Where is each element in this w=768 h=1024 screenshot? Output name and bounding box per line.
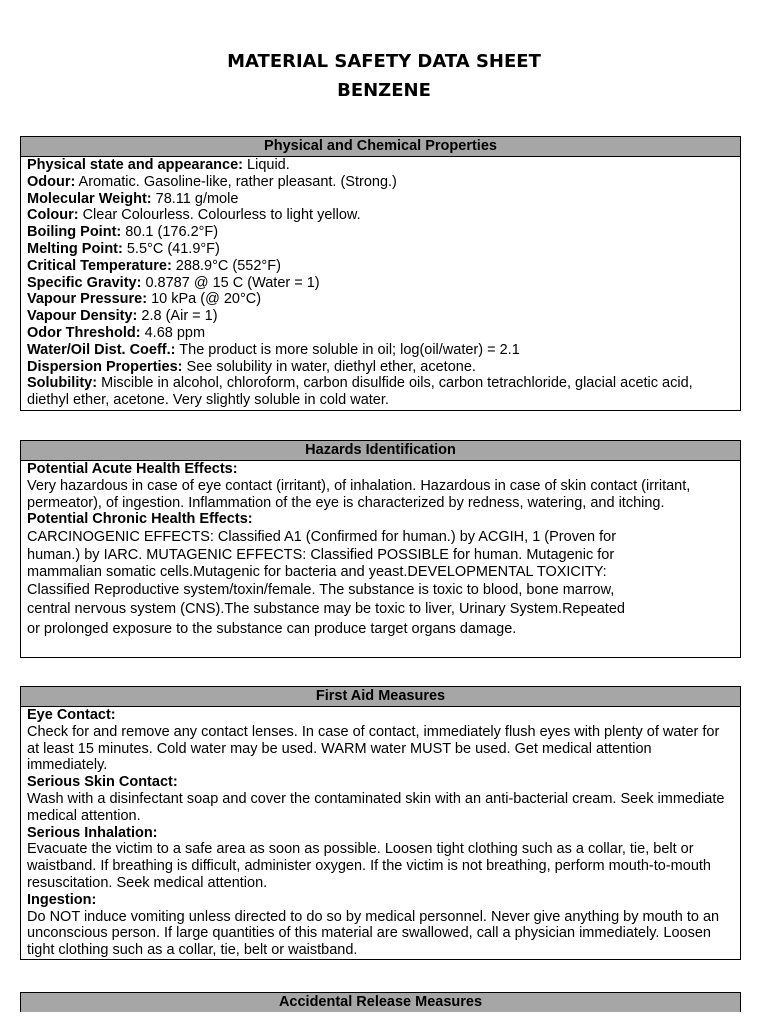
property-label: Boiling Point: bbox=[27, 224, 122, 241]
document-subtitle: BENZENE bbox=[337, 80, 431, 101]
property-value: The product is more soluble in oil; log(oil/water) = 2.1 bbox=[175, 341, 520, 358]
property-label: Colour: bbox=[27, 207, 79, 224]
section-heading: First Aid Measures bbox=[21, 687, 740, 707]
skin-contact-label: Serious Skin Contact: bbox=[27, 774, 178, 791]
property-value: 10 kPa (@ 20°C) bbox=[147, 291, 262, 308]
chronic-line: CARCINOGENIC EFFECTS: Classified A1 (Confirmed for human.) by ACGIH, 1 (Proven for bbox=[27, 529, 617, 546]
property-row bbox=[27, 359, 734, 376]
eye-contact-text: Check for and remove any contact lenses. In case of contact, immediately flush eyes with plenty of water for at least 15 minutes. Cold water may be used. WARM water MUST be used. Get medical attention immediately. bbox=[27, 723, 720, 774]
property-value: 288.9°C (552°F) bbox=[171, 257, 281, 274]
property-row bbox=[27, 174, 734, 191]
property-row bbox=[27, 258, 734, 275]
ingestion-text: Do NOT induce vomiting unless directed to do so by medical personnel. Never give anything by mouth to an unconscious person. If large quantities of this material are swallowed, call a physician immediately. Loosen tight clothing such as a collar, tie, belt or waistband. bbox=[27, 908, 720, 959]
section-body bbox=[21, 461, 740, 639]
property-label: Specific Gravity: bbox=[27, 274, 142, 291]
section-body bbox=[21, 707, 740, 959]
property-value: Clear Colourless. Colourless to light yellow. bbox=[78, 207, 361, 224]
property-label: Vapour Pressure: bbox=[27, 291, 148, 308]
acute-label: Potential Acute Health Effects: bbox=[27, 461, 238, 477]
property-label: Physical state and appearance: bbox=[27, 157, 243, 173]
property-label: Odour: bbox=[27, 173, 76, 190]
property-row bbox=[27, 241, 734, 258]
property-row bbox=[27, 375, 734, 409]
property-row bbox=[27, 275, 734, 292]
property-value: Aromatic. Gasoline-like, rather pleasant. (Strong.) bbox=[75, 173, 397, 190]
property-value: 2.8 (Air = 1) bbox=[137, 308, 218, 325]
property-label: Odor Threshold: bbox=[27, 324, 141, 341]
property-value: 5.5°C (41.9°F) bbox=[122, 240, 220, 257]
property-row bbox=[27, 291, 734, 308]
chronic-line: mammalian somatic cells.Mutagenic for bacteria and yeast.DEVELOPMENTAL TOXICITY: bbox=[27, 564, 607, 581]
section-heading: Hazards Identification bbox=[21, 441, 740, 461]
property-row bbox=[27, 308, 734, 325]
inhalation-label: Serious Inhalation: bbox=[27, 824, 158, 841]
property-value: 78.11 g/mole bbox=[151, 190, 239, 207]
property-value: See solubility in water, diethyl ether, acetone. bbox=[182, 358, 476, 375]
property-value: 80.1 (176.2°F) bbox=[121, 224, 219, 241]
property-row bbox=[27, 207, 734, 224]
inhalation-text: Evacuate the victim to a safe area as soon as possible. Loosen tight clothing such as a collar, tie, belt or waistband. If breathing is difficult, administer oxygen. If the victim is not breathing, perform mouth-to-mouth resuscitation. Seek medical attention. bbox=[27, 841, 711, 891]
first-aid-section bbox=[20, 686, 741, 960]
property-row bbox=[27, 325, 734, 342]
property-row bbox=[27, 342, 734, 359]
property-label: Vapour Density: bbox=[27, 308, 138, 325]
property-row bbox=[27, 224, 734, 241]
acute-text: Very hazardous in case of eye contact (irritant), of inhalation. Hazardous in case of skin contact (irritant, permeator), of ingestion. Inflammation of the eye is characterized by redness, watering, and itching. bbox=[27, 477, 691, 511]
skin-contact-text: Wash with a disinfectant soap and cover the contaminated skin with an anti-bacterial cream. Seek immediate medical attention. bbox=[27, 790, 725, 824]
property-label: Water/Oil Dist. Coeff.: bbox=[27, 341, 176, 358]
chronic-line: central nervous system (CNS).The substance may be toxic to liver, Urinary System.Repeated bbox=[27, 601, 625, 618]
section-heading: Accidental Release Measures bbox=[21, 993, 740, 1012]
chronic-line: Classified Reproductive system/toxin/female. The substance is toxic to blood, bone marrow, bbox=[27, 582, 615, 599]
chronic-label: Potential Chronic Health Effects: bbox=[27, 511, 253, 528]
property-label: Solubility: bbox=[27, 375, 98, 392]
physical-properties-section bbox=[20, 136, 741, 411]
section-body bbox=[21, 157, 740, 409]
property-value: Miscible in alcohol, chloroform, carbon disulfide oils, carbon tetrachloride, glacial acetic acid, diethyl ether, acetone. Very slightly soluble in cold water. bbox=[27, 375, 693, 409]
eye-contact-label: Eye Contact: bbox=[27, 707, 116, 723]
hazards-section bbox=[20, 440, 741, 658]
property-value: 0.8787 @ 15 C (Water = 1) bbox=[141, 274, 320, 291]
chronic-line: human.) by IARC. MUTAGENIC EFFECTS: Classified POSSIBLE for human. Mutagenic for bbox=[27, 547, 615, 564]
property-value: 4.68 ppm bbox=[140, 324, 206, 341]
chronic-line: or prolonged exposure to the substance can produce target organs damage. bbox=[27, 621, 517, 638]
property-row bbox=[27, 157, 734, 174]
document-title: MATERIAL SAFETY DATA SHEET bbox=[227, 51, 541, 72]
accidental-release-section bbox=[20, 992, 741, 1012]
ingestion-label: Ingestion: bbox=[27, 891, 97, 908]
property-value: Liquid. bbox=[243, 157, 290, 173]
section-heading: Physical and Chemical Properties bbox=[21, 137, 740, 157]
property-label: Critical Temperature: bbox=[27, 257, 172, 274]
property-label: Dispersion Properties: bbox=[27, 358, 183, 375]
property-label: Melting Point: bbox=[27, 240, 123, 257]
property-label: Molecular Weight: bbox=[27, 190, 152, 207]
property-row bbox=[27, 191, 734, 208]
